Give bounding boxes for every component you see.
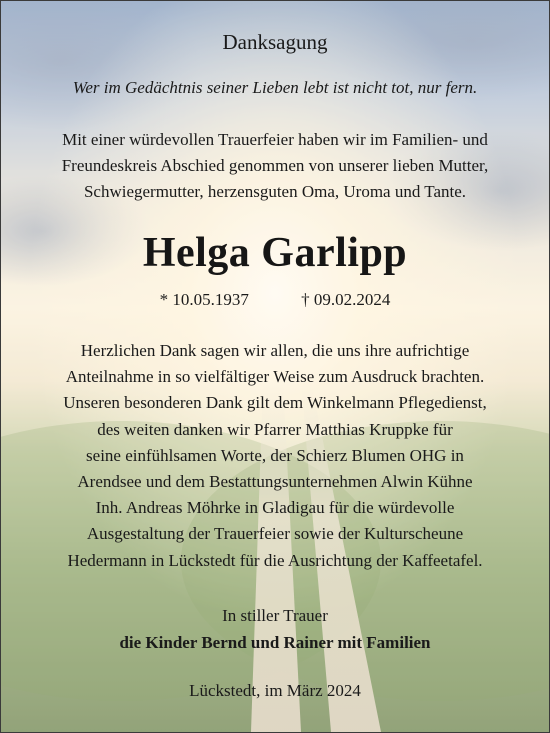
family-signature: die Kinder Bernd und Rainer mit Familien	[119, 633, 431, 652]
deceased-name: Helga Garlipp	[142, 230, 408, 276]
heading: Danksagung	[222, 30, 328, 54]
life-dates	[1, 290, 549, 310]
death-date: † 09.02.2024	[301, 290, 391, 309]
thanks-line: Anteilnahme in so vielfältiger Weise zum Ausdruck brachten.	[65, 367, 485, 387]
thanks-line: Hedermann in Lückstedt für die Ausrichtung der Kaffeetafel.	[67, 550, 483, 570]
intro-line: Schwiegermutter, herzensguten Oma, Uroma und Tante.	[83, 182, 467, 201]
thanks-line: Ausgestaltung der Trauerfeier sowie der Kulturscheune	[86, 524, 464, 544]
thanks-line: seine einfühlsamen Worte, der Schierz Blumen OHG in	[86, 445, 464, 465]
intro-paragraph	[1, 127, 549, 205]
thanks-line: Inh. Andreas Möhrke in Gladigau für die würdevolle	[95, 498, 455, 518]
place-and-date: Lückstedt, im März 2024	[189, 681, 361, 700]
obituary-text	[1, 1, 549, 732]
thanks-paragraph	[1, 338, 549, 574]
intro-line: Freundeskreis Abschied genommen von unserer lieben Mutter,	[61, 156, 489, 175]
thanks-line: des weiten danken wir Pfarrer Matthias Kruppke für	[97, 419, 453, 439]
mourning-note: In stiller Trauer	[222, 606, 328, 625]
thanks-line: Arendsee und dem Bestattungsunternehmen Alwin Kühne	[77, 472, 473, 492]
thanks-line: Herzlichen Dank sagen wir allen, die uns ihre aufrichtige	[80, 341, 470, 360]
birth-date: * 10.05.1937	[159, 290, 249, 309]
intro-line: Mit einer würdevollen Trauerfeier haben wir im Familien- und	[62, 130, 488, 149]
motto-quote: Wer im Gedächtnis seiner Lieben lebt ist nicht tot, nur fern.	[72, 78, 478, 97]
thanks-line: Unseren besonderen Dank gilt dem Winkelmann Pflegedienst,	[63, 393, 487, 413]
